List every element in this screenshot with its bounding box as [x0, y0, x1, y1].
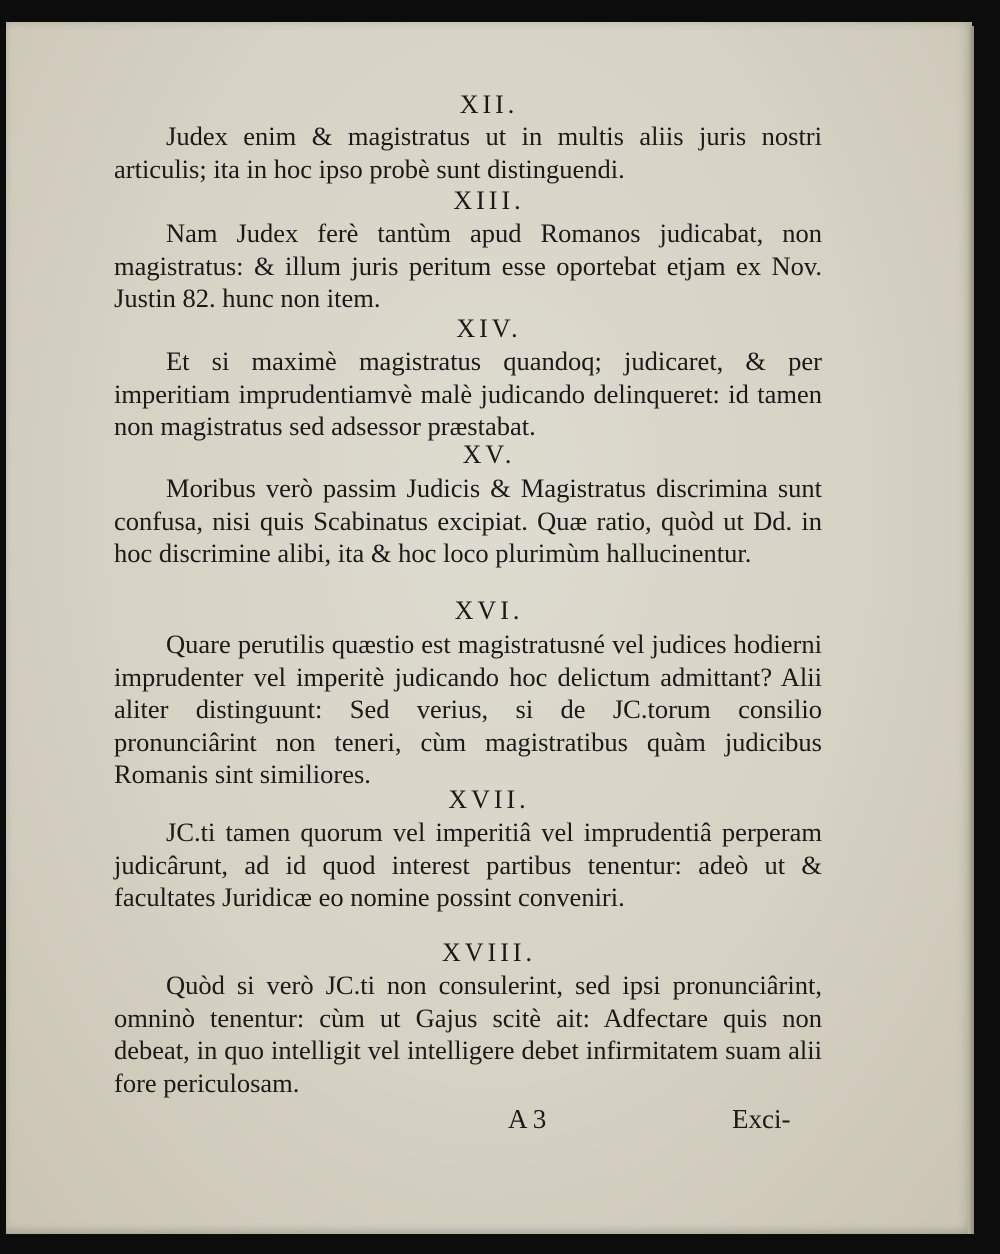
section-heading-15: XV. [462, 440, 516, 469]
catchword: Exci- [732, 1104, 791, 1134]
section-text-15: Moribus verò passim Judicis & Magistratus discrimina sunt confusa, nisi quis Scabinatus excipiat. Quæ ratio, quòd ut Dd. in hoc discrimine alibi, ita & hoc loco plurimùm hallucinentur. [114, 473, 822, 569]
section-heading-14: XIV. [456, 314, 522, 343]
section-heading-13: XIII. [453, 186, 525, 215]
section-text-17: JC.ti tamen quorum vel imperitiâ vel imprudentiâ perperam judicârunt, ad id quod interest partibus tenentur: adeò ut & facultates Juridicæ eo nomine possint conveniri. [114, 817, 822, 913]
section-heading-16: XVI. [454, 596, 524, 625]
section-heading-12: XII. [459, 90, 519, 119]
signature-mark: A 3 [508, 1104, 547, 1134]
section-text-14: Et si maximè magistratus quandoq; judicaret, & per imperitiam imprudentiamvè malè judicando delinqueret: id tamen non magistratus sed adsessor præstabat. [114, 346, 822, 442]
section-text-18: Quòd si verò JC.ti non consulerint, sed ipsi pronunciârint, omninò tenentur: cùm ut Gajus scitè ait: Adfectare quis non debeat, in quo intelligit vel intelligere debet infirmitatem suam alii fore periculosam. [114, 970, 822, 1098]
section-heading-17: XVII. [448, 785, 530, 814]
section-heading-18: XVIII. [441, 938, 537, 967]
book-page [6, 22, 972, 1234]
section-text-16: Quare perutilis quæstio est magistratusné vel judices hodierni imprudenter vel imperitè judicando hoc delictum admittant? Alii aliter distinguunt: Sed verius, si de JC.torum consilio pronunciârint non teneri, cùm magistratibus quàm judicibus Romanis sint similiores. [114, 629, 822, 790]
section-text-12: Judex enim & magistratus ut in multis aliis juris nostri articulis; ita in hoc ipso probè sunt distinguendi. [114, 121, 822, 184]
section-text-13: Nam Judex ferè tantùm apud Romanos judicabat, non magistratus: & illum juris peritum esse oportebat etjam ex Nov. Justin 82. hunc non item. [114, 218, 822, 314]
